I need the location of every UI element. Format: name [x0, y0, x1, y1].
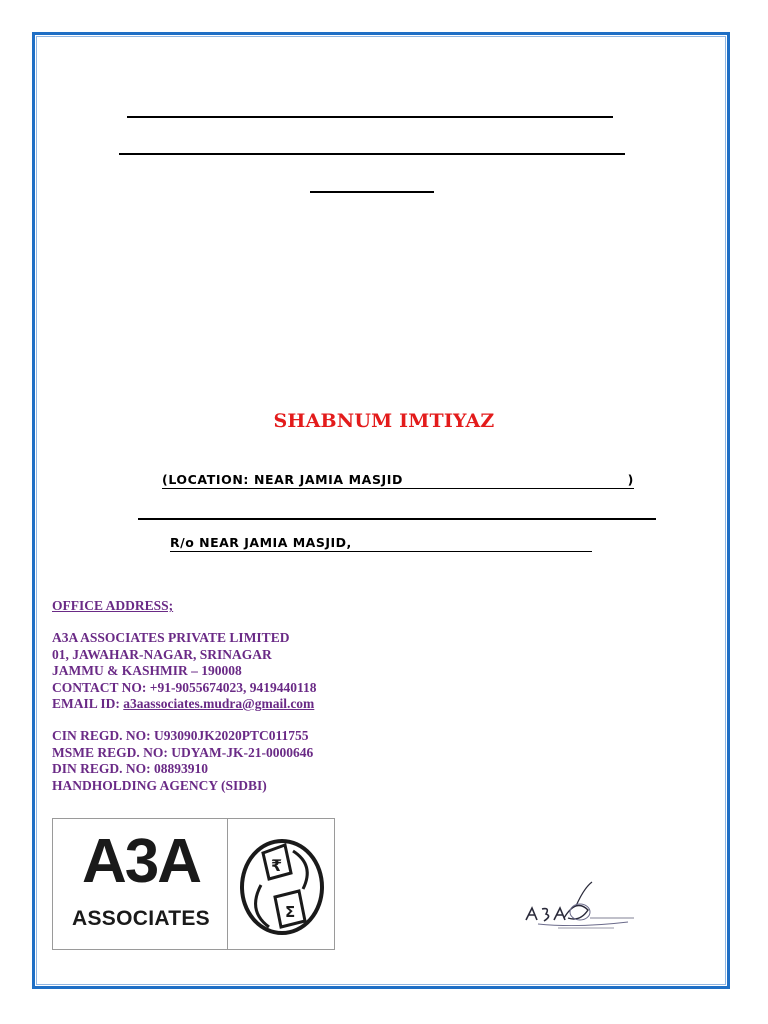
title-blank-line-3: [310, 191, 434, 193]
agency-line: HANDHOLDING AGENCY (SIDBI): [52, 777, 267, 793]
title-blank-line-2: [119, 153, 625, 155]
svg-text:₹: ₹: [271, 856, 283, 875]
company-name: A3A ASSOCIATES PRIVATE LIMITED: [52, 630, 290, 646]
svg-text:Σ: Σ: [285, 903, 296, 921]
residence-line: [170, 535, 592, 552]
logo-divider: [227, 819, 228, 949]
company-logo: [52, 818, 335, 950]
office-address-block: [52, 598, 316, 794]
blank-line: [138, 518, 656, 520]
email-label: EMAIL ID:: [52, 696, 124, 712]
address-line-2: JAMMU & KASHMIR – 190008: [52, 663, 242, 679]
signature-stamp: [518, 878, 646, 936]
logo-main-text: A3A: [81, 827, 201, 896]
din-line: DIN REGD. NO: 08893910: [52, 761, 209, 777]
applicant-name: SHABNUM IMTIYAZ: [273, 410, 495, 432]
logo-sub-text: ASSOCIATES: [72, 907, 210, 930]
location-text: (LOCATION: NEAR JAMIA MASJID: [162, 472, 404, 487]
office-address-heading: OFFICE ADDRESS;: [52, 598, 174, 613]
email-link[interactable]: a3aassociates.mudra@gmail.com: [123, 696, 315, 712]
address-line-1: 01, JAWAHAR-NAGAR, SRINAGAR: [52, 646, 272, 662]
location-close-paren: ): [627, 472, 634, 487]
contact-line: CONTACT NO: +91-9055674023, 9419440118: [52, 679, 317, 695]
cin-line: CIN REGD. NO: U93090JK2020PTC011755: [52, 728, 309, 744]
msme-line: MSME REGD. NO: UDYAM-JK-21-0000646: [52, 744, 314, 760]
title-blank-line-1: [127, 116, 613, 118]
email-line: [52, 696, 316, 712]
currency-exchange-icon: [233, 831, 331, 939]
location-line: [162, 472, 634, 489]
residence-text: R/o NEAR JAMIA MASJID,: [170, 535, 352, 550]
